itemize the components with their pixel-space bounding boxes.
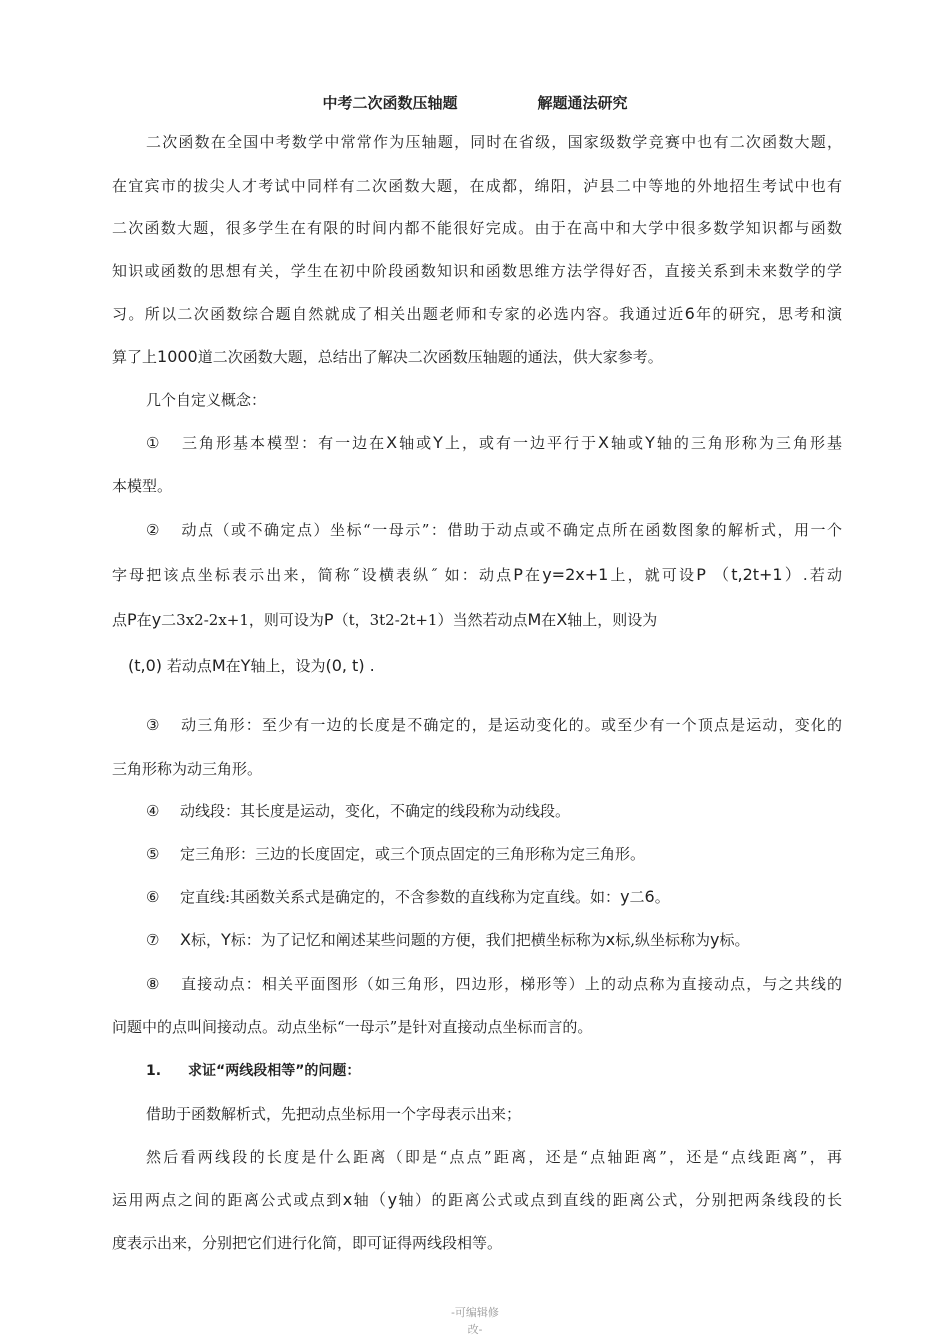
section-1-para-2: 然后看两线段的长度是什么距离（即是“点点”距离，还是“点轴距离”，还是“点线距离”，再 [146,1148,842,1166]
intro-line-1: 二次函数在全国中考数学中常常作为压轴题，同时在省级，国家级数学竞赛中也有二次函数大题， [146,133,842,151]
title-part1: 中考二次函数压轴题 [322,94,458,112]
section-1-heading: 1. 求证“两线段相等”的问题： [146,1063,361,1079]
intro-line-6: 算了上1000道二次函数大题，总结出了解决二次函数压轴题的通法，供大家参考。 [112,347,663,366]
concept-2-line-2: 字母把该点坐标表示出来，简称˝设横表纵˝ 如：动点P在y=2x+1上，就可设P （t,2t+1）.若动 [112,565,842,584]
concept-4: ④ 动线段：其长度是运动，变化，不确定的线段称为动线段。 [146,802,571,820]
title-part2: 解题通法研究 [537,94,628,112]
intro-line-2: 在宜宾市的拔尖人才考试中同样有二次函数大题，在成都，绵阳，泸县二中等地的外地招生考试中也有 [112,177,842,195]
concept-2-line-3: 点P在y二3x2-2x+1，则可设为P（t，3t2-2t+1）当然若动点M在X轴上，则设为 [112,610,658,629]
concept-7: ⑦ X标，Y标：为了记忆和阐述某些问题的方便，我们把横坐标称为x标,纵坐标称为y标。 [146,930,750,949]
concept-3-line-1: ③ 动三角形：至少有一边的长度是不确定的，是运动变化的。或至少有一个顶点是运动，变化的 [146,716,842,734]
footer-line-2: 改- [467,1323,483,1336]
intro-line-4: 知识或函数的思想有关，学生在初中阶段函数知识和函数思维方法学得好否，直接关系到未来数学的学 [112,262,842,280]
document-title [0,92,950,113]
section-1-para-1: 借助于函数解析式，先把动点坐标用一个字母表示出来； [146,1105,522,1123]
intro-line-3: 二次函数大题，很多学生在有限的时间内都不能很好完成。由于在高中和大学中很多数学知识都与函数 [112,219,842,237]
section-1-para-3: 运用两点之间的距离公式或点到x轴（y轴）的距离公式或点到直线的距离公式，分别把两条线段的长 [112,1190,842,1209]
concept-6: ⑥ 定直线:其函数关系式是确定的，不含参数的直线称为定直线。如：y二6。 [146,887,670,906]
concept-2-line-4: (t,0) 若动点M在Y轴上，设为(0, t) . [128,656,375,675]
concept-8-line-1: ⑧ 直接动点：相关平面图形（如三角形，四边形，梯形等）上的动点称为直接动点，与之共线的 [146,975,842,993]
concepts-heading: 几个自定义概念： [146,391,267,409]
intro-line-5: 习。所以二次函数综合题自然就成了相关出题老师和专家的必选内容。我通过近6年的研究，思考和演 [112,304,842,323]
footer-line-1: -可编辑修 [451,1306,499,1319]
section-1-para-4: 度表示出来，分别把它们进行化简，即可证得两线段相等。 [112,1234,503,1252]
concept-1-line-2: 本模型。 [112,477,173,495]
concept-8-line-2: 问题中的点叫间接动点。动点坐标“一母示”是针对直接动点坐标而言的。 [112,1018,593,1036]
concept-3-line-2: 三角形称为动三角形。 [112,760,263,778]
concept-1-line-1: ① 三角形基本模型：有一边在X轴或Y上，或有一边平行于X轴或Y轴的三角形称为三角形基 [146,433,842,452]
concept-5: ⑤ 定三角形：三边的长度固定，或三个顶点固定的三角形称为定三角形。 [146,845,646,863]
concept-2-line-1: ② 动点（或不确定点）坐标“一母示”：借助于动点或不确定点所在函数图象的解析式，用一个 [146,521,842,539]
